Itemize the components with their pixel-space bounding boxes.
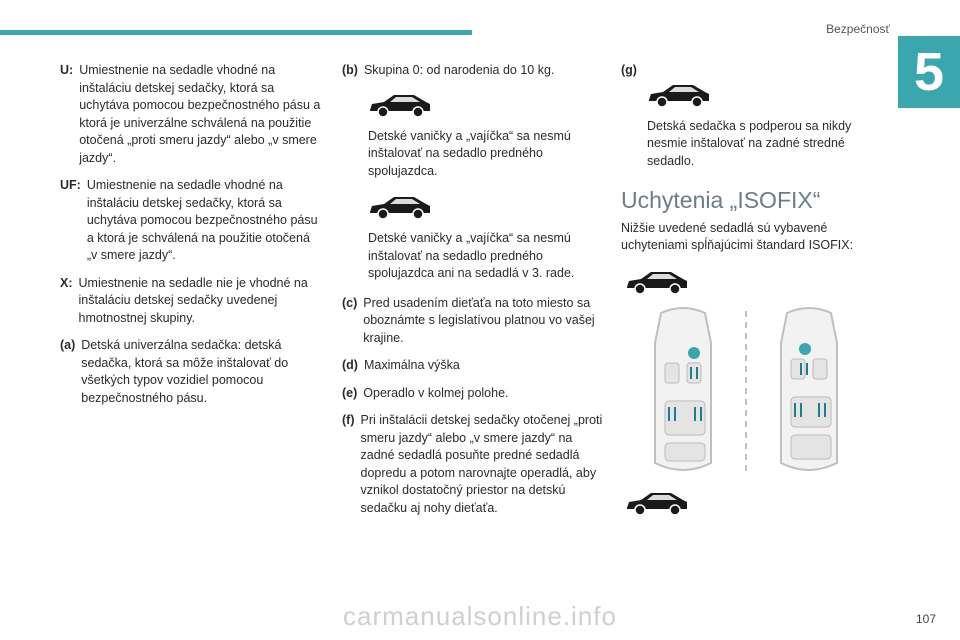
car-top-view-5-seat — [655, 308, 711, 470]
definition-item — [60, 337, 322, 407]
suv-car-icon — [647, 80, 711, 110]
note-text: Detské vaničky a „vajíčka“ sa nesmú inštalovať na sedadlo predného spolujazdca. — [368, 128, 571, 178]
suv-car-icon — [368, 90, 432, 120]
column-2 — [342, 62, 604, 527]
header-accent-bar — [0, 30, 472, 35]
definition-key: UF: — [60, 178, 81, 192]
definition-text: Detská univerzálna sedačka: detská sedačka, ktorá sa môže inštalovať do všetkých typov vozidiel pomocou bezpečnostného pásu. — [81, 338, 289, 405]
definition-text: Umiestnenie na sedadle vhodné na inštaláciu detskej sedačky, ktorá sa uchytáva pomocou bezpečnostného pásu a ktorá je schválená na použitie otočená „v smere jazdy“. — [86, 178, 318, 262]
definition-item — [342, 62, 604, 80]
definition-text: Pred usadením dieťaťa na toto miesto sa oboznámte s legislatívou platnou vo vašej krajine. — [363, 295, 595, 345]
column-1 — [60, 62, 322, 417]
definition-key: (g) — [621, 63, 637, 77]
definition-item — [60, 177, 322, 265]
definition-key: U: — [60, 63, 74, 77]
suv-car-icon — [368, 192, 432, 222]
definition-text: Pri inštalácii detskej sedačky otočenej „proti smeru jazdy“ alebo „v smere jazdy“ na zadné sedadlá posuňte predné sedadlá dopredu a potom narovnajte operadlá, aby vznikol dostatočný priestor na detskú sedačku aj nohy dieťaťa. — [360, 413, 603, 515]
page-number: 107 — [915, 612, 936, 626]
definition-text: Skupina 0: od narodenia do 10 kg. — [363, 63, 555, 77]
definition-text: Umiestnenie na sedadle nie je vhodné na inštaláciu detskej sedačky uvedenej hmotnostnej skupiny. — [78, 275, 308, 325]
definition-text: Operadlo v kolmej polohe. — [363, 385, 509, 400]
section-title: Bezpečnosť — [826, 22, 890, 36]
chapter-number-tab: 5 — [898, 36, 960, 108]
section-heading: Uchytenia „ISOFIX“ — [621, 187, 821, 213]
definition-key: (e) — [342, 385, 358, 400]
isofix-seat-diagram — [621, 303, 871, 483]
definition-key: (f) — [342, 413, 355, 427]
definition-key: (a) — [60, 338, 76, 352]
intro-text: Nižšie uvedené sedadlá sú vybavené uchyteniami spĺňajúcimi štandard ISOFIX: — [621, 220, 854, 252]
definition-item — [60, 275, 322, 328]
definition-item — [60, 62, 322, 167]
definition-key: X: — [60, 275, 73, 290]
definition-text: Maximálna výška — [363, 358, 460, 372]
definition-key: (b) — [342, 63, 358, 77]
definition-text: Umiestnenie na sedadle vhodné na inštaláciu detskej sedačky, ktorá sa uchytáva pomocou bezpečnostného pásu a ktorá je univerzálne schválená na použitie otočená „proti smeru jazdy“ alebo „v smere jazdy“. — [79, 63, 321, 165]
column-3 — [621, 62, 871, 518]
suv-car-icon — [625, 488, 689, 518]
definition-item — [342, 357, 604, 375]
note-text: Detské vaničky a „vajíčka“ sa nesmú inštalovať na sedadlo predného spolujazdca ani na sedadlá v 3. rade. — [368, 231, 575, 280]
definition-item — [342, 295, 604, 348]
suv-car-icon — [625, 267, 689, 297]
definition-item — [621, 62, 871, 80]
definition-item — [342, 412, 604, 517]
definition-item — [342, 385, 604, 403]
definition-key: (c) — [342, 295, 358, 310]
note-text: Detská sedačka s podperou sa nikdy nesmie inštalovať na zadné stredné sedadlo. — [647, 118, 852, 168]
car-top-view-7-seat — [781, 308, 837, 470]
definition-key: (d) — [342, 358, 358, 372]
watermark: carmanualsonline.info — [343, 601, 617, 631]
